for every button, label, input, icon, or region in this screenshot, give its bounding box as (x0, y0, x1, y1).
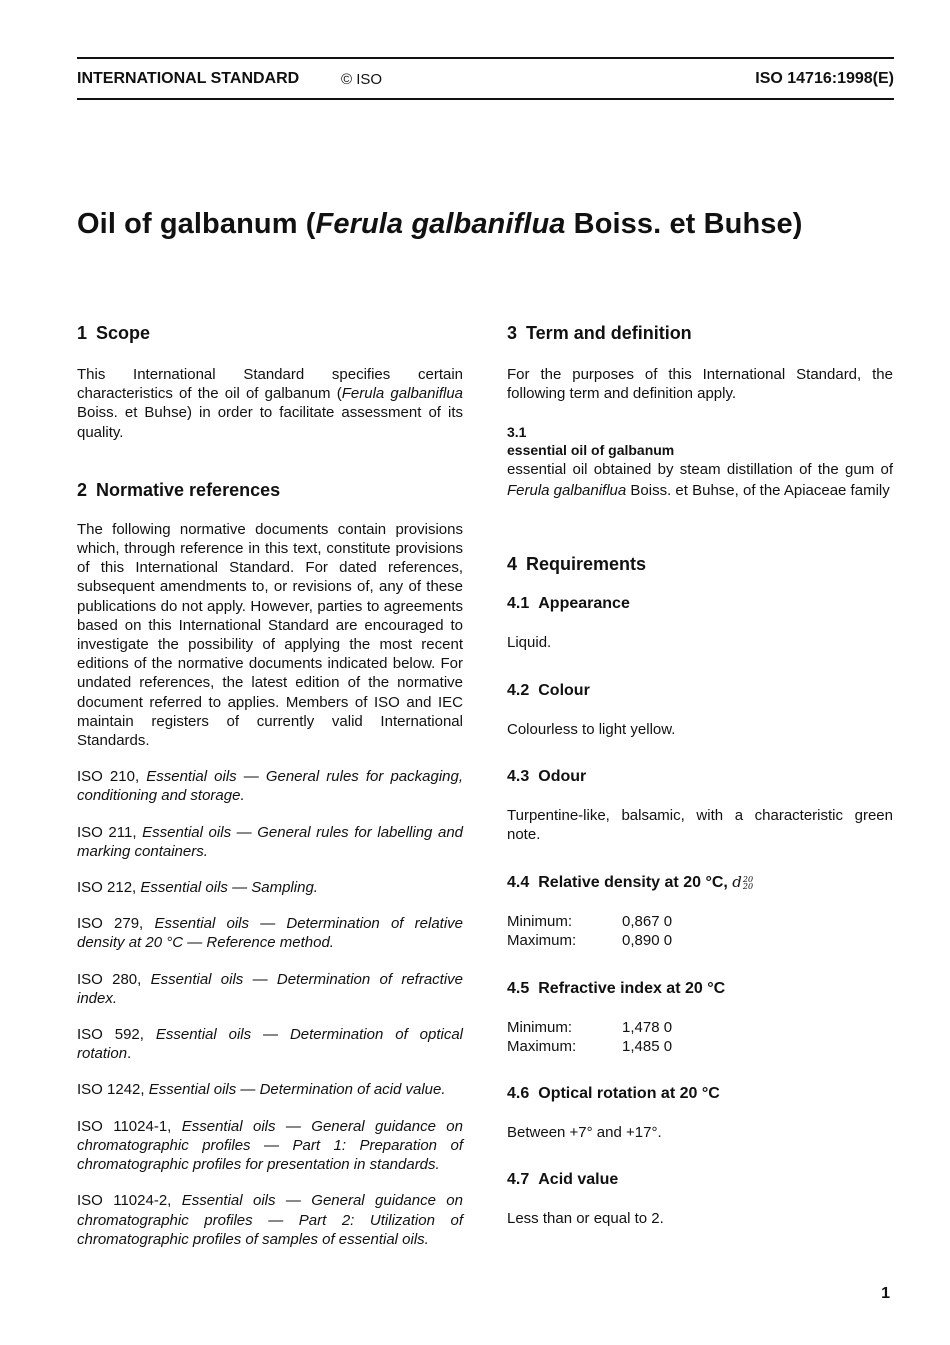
term-entry-number: 3.1 (507, 424, 527, 441)
page-number: 1 (881, 1285, 890, 1302)
refractive-values: Minimum: 1,478 0 Maximum: 1,485 0 (507, 1018, 673, 1055)
reference-item: ISO 592, Essential oils — Determination of optical rotation. (77, 1026, 463, 1063)
reference-item: ISO 211, Essential oils — General rules for labelling and marking containers. (77, 823, 464, 860)
normative-heading: 2 Normative references (77, 479, 281, 500)
term-entry-name: essential oil of galbanum (507, 442, 675, 459)
reference-item: ISO 280, Essential oils — Determination of refractive index. (77, 970, 464, 1007)
header-top-rule (77, 57, 894, 59)
odour-heading: 4.3 Odour (507, 767, 587, 785)
reference-item: ISO 1242, Essential oils — Determination of acid value. (77, 1081, 446, 1099)
density-heading: 4.4 Relative density at 20 °C, d 20 20 (507, 873, 754, 892)
right-column (507, 322, 893, 1228)
refractive-heading: 4.5 Refractive index at 20 °C (507, 979, 726, 997)
appearance-text: Liquid. (507, 634, 552, 652)
reference-item: ISO 212, Essential oils — Sampling. (77, 879, 318, 897)
normative-text: The following normative documents contain provisions which, through reference in this text, constitute provisions of this International Standard. For dated references, subsequent amendments to, or revisions of, any of these publications do not apply. However, parties to agreements based on this International Standard are encouraged to investigate the possibility of applying the most recent editions of the normative documents indicated below. For undated references, the latest edition of the normative document referred to applies. Members of ISO and IEC maintain registers of currently valid International Standards. (77, 520, 463, 750)
density-values: Minimum: 0,867 0 Maximum: 0,890 0 (507, 913, 673, 950)
header-standard-number: ISO 14716:1998(E) (755, 70, 894, 87)
optical-text: Between +7° and +17°. (507, 1124, 662, 1142)
section-scope (77, 322, 463, 442)
scope-heading: 1 Scope (77, 323, 151, 343)
density-symbol: d 20 20 (732, 873, 754, 892)
colour-heading: 4.2 Colour (507, 681, 590, 699)
colour-text: Colourless to light yellow. (507, 720, 676, 738)
reference-item: ISO 279, Essential oils — Determination of relative density at 20 °C — Reference method. (77, 915, 464, 952)
odour-text: Turpentine-like, balsamic, with a characteristic green note. (507, 806, 893, 844)
document-title: Oil of galbanum (Ferula galbaniflua Boiss. et Buhse) (77, 208, 803, 240)
reference-item: ISO 11024-1, Essential oils — General guidance on chromatographic profiles — Part 1: Preparation of chromatographic profiles for presentation in standards. (77, 1117, 463, 1174)
term-definition: essential oil obtained by steam distillation of the gum of Ferula galbaniflua Boiss. et Buhse, of the Apiaceae family (507, 461, 893, 500)
header-standard-label: INTERNATIONAL STANDARD (77, 70, 300, 87)
section-requirements (507, 553, 893, 1228)
left-column (77, 322, 463, 1249)
requirements-heading: 4 Requirements (507, 554, 647, 575)
term-heading: 3 Term and definition (507, 323, 692, 343)
reference-item: ISO 11024-2, Essential oils — General guidance on chromatographic profiles — Part 2: Utilization of chromatographic profiles of samples of essential oils. (77, 1192, 463, 1248)
acid-text: Less than or equal to 2. (507, 1210, 664, 1228)
header-copyright: © ISO (341, 71, 383, 88)
reference-list (77, 767, 463, 1249)
section-normative-references (77, 479, 463, 1249)
appearance-heading: 4.1 Appearance (507, 595, 630, 613)
header-bottom-rule (77, 98, 894, 100)
term-intro: For the purposes of this International Standard, the following term and definition apply. (507, 366, 893, 403)
reference-item: ISO 210, Essential oils — General rules for packaging, conditioning and storage. (77, 768, 464, 805)
acid-heading: 4.7 Acid value (507, 1171, 619, 1189)
scope-text: This International Standard specifies certain characteristics of the oil of galbanum (Ferula galbaniflua Boiss. et Buhse) in order to facilitate assessment of its quality. (77, 366, 463, 441)
optical-heading: 4.6 Optical rotation at 20 °C (507, 1085, 720, 1103)
section-term (507, 322, 893, 501)
